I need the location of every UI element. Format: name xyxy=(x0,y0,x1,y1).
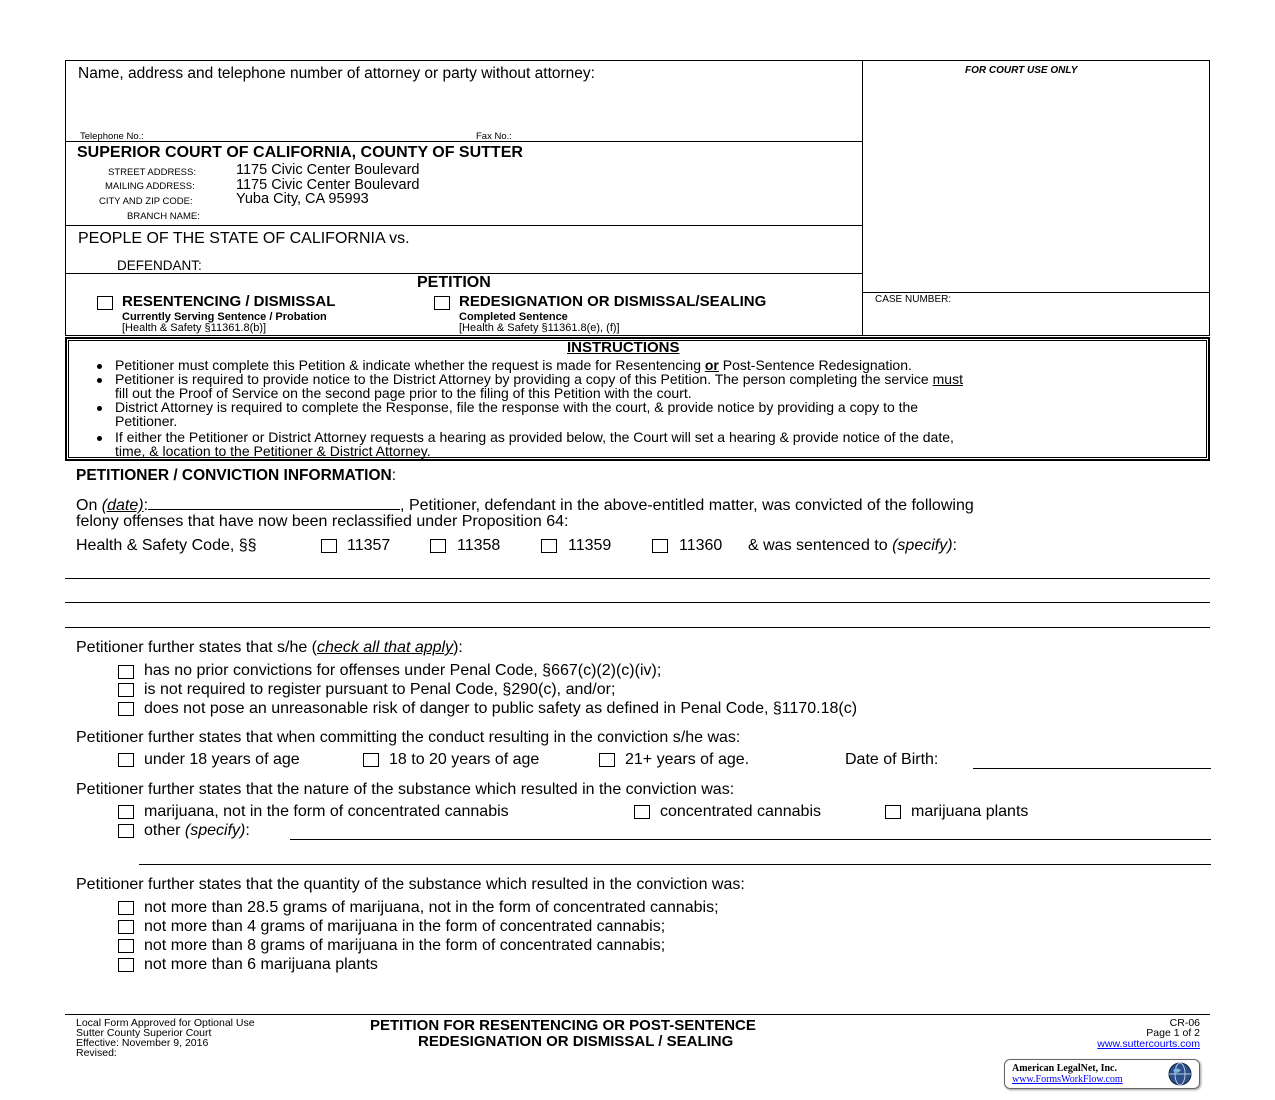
people-label: PEOPLE OF THE STATE OF CALIFORNIA vs. xyxy=(78,230,410,247)
footer-approved: Local Form Approved for Optional Use xyxy=(76,1017,255,1029)
instruction-4-line-1: If either the Petitioner or District Attorney requests a hearing as provided below, the Court will set a hearing & provide notice of the date, xyxy=(115,429,954,445)
petition-title: PETITION xyxy=(417,274,491,291)
under-18-checkbox[interactable] xyxy=(118,753,134,767)
code-11358-label: 11358 xyxy=(457,537,501,554)
court-name: SUPERIOR COURT OF CALIFORNIA, COUNTY OF SUTTER xyxy=(77,144,523,161)
footer-rule xyxy=(65,1014,1210,1015)
no-risk-checkbox[interactable] xyxy=(118,702,134,716)
resentencing-reference: [Health & Safety §11361.8(b)] xyxy=(122,322,267,334)
instructions-title: INSTRUCTIONS xyxy=(567,339,680,356)
code-11357-label: 11357 xyxy=(347,537,391,554)
vendor-name: American LegalNet, Inc. xyxy=(1012,1063,1117,1074)
instruction-3-line-1: District Attorney is required to complete the Response, file the response with the court, & provide notice by providing a copy to the xyxy=(115,399,919,415)
code-11360-checkbox[interactable] xyxy=(652,539,668,553)
no-prior-convictions-label: has no prior convictions for offenses under Penal Code, §667(c)(2)(c)(iv); xyxy=(144,662,662,679)
conviction-line-2: felony offenses that have now been reclassified under Proposition 64: xyxy=(76,513,569,530)
quantity-4g-label: not more than 4 grams of marijuana in the form of concentrated cannabis; xyxy=(144,918,666,935)
redesignation-reference: [Health & Safety §11361.8(e), (f)] xyxy=(459,322,620,334)
quantity-6-plants-label: not more than 6 marijuana plants xyxy=(144,956,378,973)
not-required-register-label: is not required to register pursuant to Penal Code, §290(c), and/or; xyxy=(144,681,616,698)
quantity-8g-checkbox[interactable] xyxy=(118,939,134,953)
bullet-icon xyxy=(97,406,102,411)
caption-rule xyxy=(65,141,862,142)
age-21-plus-checkbox[interactable] xyxy=(599,753,615,767)
form-number: CR-06 xyxy=(1169,1017,1200,1029)
marijuana-plants-label: marijuana plants xyxy=(911,803,1029,820)
instruction-1: Petitioner must complete this Petition & indicate whether the request is made for Resentencing or Post-Sentence Redesignation. xyxy=(115,357,912,373)
dob-field[interactable] xyxy=(973,768,1211,769)
redesignation-subtitle: Completed Sentence xyxy=(459,311,568,323)
attorney-label: Name, address and telephone number of attorney or party without attorney: xyxy=(78,65,595,82)
case-number-label: CASE NUMBER: xyxy=(875,294,952,305)
conviction-heading: PETITIONER / CONVICTION INFORMATION: xyxy=(76,467,397,484)
vendor-url[interactable]: www.FormsWorkFlow.com xyxy=(1012,1074,1123,1085)
marijuana-plants-checkbox[interactable] xyxy=(885,805,901,819)
globe-icon xyxy=(1168,1062,1192,1086)
code-11359-label: 11359 xyxy=(568,537,612,554)
street-label: STREET ADDRESS: xyxy=(108,167,196,178)
concentrated-cannabis-checkbox[interactable] xyxy=(634,805,650,819)
city-label: CITY AND ZIP CODE: xyxy=(99,196,193,207)
under-18-label: under 18 years of age xyxy=(144,751,300,768)
conviction-line-1: On (date): , Petitioner, defendant in the above-entitled matter, was convicted of the following xyxy=(76,497,974,514)
quantity-28g-label: not more than 28.5 grams of marijuana, not in the form of concentrated cannabis; xyxy=(144,899,719,916)
quantity-4g-checkbox[interactable] xyxy=(118,920,134,934)
caption-divider xyxy=(862,60,863,336)
quantity-intro: Petitioner further states that the quantity of the substance which resulted in the conviction was: xyxy=(76,876,745,893)
city-value: Yuba City, CA 95993 xyxy=(236,191,369,207)
hs-code-label: Health & Safety Code, §§ xyxy=(76,537,257,554)
mailing-label: MAILING ADDRESS: xyxy=(105,181,195,192)
resentencing-subtitle: Currently Serving Sentence / Probation xyxy=(122,311,327,323)
instruction-2-line-2: fill out the Proof of Service on the second page prior to the filing of this Petition with the court. xyxy=(115,385,692,401)
instruction-3-line-2: Petitioner. xyxy=(115,413,178,429)
telephone-label: Telephone No.: xyxy=(80,131,144,142)
conviction-date-field[interactable] xyxy=(148,496,400,510)
other-substance-label: other (specify): xyxy=(144,822,250,839)
further-states-intro: Petitioner further states that s/he (check all that apply): xyxy=(76,639,463,656)
not-required-register-checkbox[interactable] xyxy=(118,683,134,697)
defendant-label: DEFENDANT: xyxy=(117,258,202,273)
court-use-label: FOR COURT USE ONLY xyxy=(965,65,1078,76)
instruction-2-line-1: Petitioner is required to provide notice to the District Attorney by providing a copy of this Petition. The person completing the service must xyxy=(115,371,963,387)
age-21-plus-label: 21+ years of age. xyxy=(625,751,750,768)
footer-effective: Effective: November 9, 2016 xyxy=(76,1037,209,1049)
other-specify-line-2[interactable] xyxy=(139,864,1211,865)
no-risk-label: does not pose an unreasonable risk of danger to public safety as defined in Penal Code, §1170.18(c) xyxy=(144,700,858,717)
bullet-icon xyxy=(97,378,102,383)
age-intro: Petitioner further states that when committing the conduct resulting in the conviction s/he was: xyxy=(76,729,741,746)
mailing-value: 1175 Civic Center Boulevard xyxy=(236,177,420,193)
code-11359-checkbox[interactable] xyxy=(541,539,557,553)
sentence-line-3[interactable] xyxy=(65,627,1210,628)
quantity-6-plants-checkbox[interactable] xyxy=(118,958,134,972)
code-11360-label: 11360 xyxy=(679,537,723,554)
dob-label: Date of Birth: xyxy=(845,751,939,768)
marijuana-label: marijuana, not in the form of concentrated cannabis xyxy=(144,803,509,820)
court-website-link[interactable]: www.suttercourts.com xyxy=(1097,1038,1200,1050)
no-prior-convictions-checkbox[interactable] xyxy=(118,665,134,679)
resentencing-checkbox[interactable] xyxy=(97,296,113,310)
other-specify-field[interactable] xyxy=(290,839,1211,840)
bullet-icon xyxy=(97,436,102,441)
footer-court: Sutter County Superior Court xyxy=(76,1027,212,1039)
age-18-20-label: 18 to 20 years of age xyxy=(389,751,540,768)
quantity-28g-checkbox[interactable] xyxy=(118,901,134,915)
marijuana-checkbox[interactable] xyxy=(118,805,134,819)
code-11357-checkbox[interactable] xyxy=(321,539,337,553)
street-value: 1175 Civic Center Boulevard xyxy=(236,162,420,178)
footer-title-line-2: REDESIGNATION OR DISMISSAL / SEALING xyxy=(418,1033,734,1050)
bullet-icon xyxy=(97,364,102,369)
code-11358-checkbox[interactable] xyxy=(430,539,446,553)
footer-title-line-1: PETITION FOR RESENTENCING OR POST-SENTENCE xyxy=(370,1017,756,1034)
other-substance-checkbox[interactable] xyxy=(118,824,134,838)
sentenced-label: & was sentenced to (specify): xyxy=(748,537,957,554)
branch-label: BRANCH NAME: xyxy=(127,211,200,222)
substance-intro: Petitioner further states that the nature of the substance which resulted in the conviction was: xyxy=(76,781,735,798)
sentence-line-1[interactable] xyxy=(65,578,1210,579)
page-number: Page 1 of 2 xyxy=(1146,1027,1200,1039)
case-number-rule xyxy=(862,292,1210,293)
fax-label: Fax No.: xyxy=(476,131,512,142)
caption-rule xyxy=(65,225,862,226)
redesignation-checkbox[interactable] xyxy=(434,296,450,310)
quantity-8g-label: not more than 8 grams of marijuana in the form of concentrated cannabis; xyxy=(144,937,666,954)
concentrated-cannabis-label: concentrated cannabis xyxy=(660,803,821,820)
redesignation-title: REDESIGNATION OR DISMISSAL/SEALING xyxy=(459,293,767,310)
age-18-20-checkbox[interactable] xyxy=(363,753,379,767)
footer-revised: Revised: xyxy=(76,1047,117,1059)
instruction-4-line-2: time, & location to the Petitioner & District Attorney. xyxy=(115,443,431,459)
sentence-line-2[interactable] xyxy=(65,602,1210,603)
resentencing-title: RESENTENCING / DISMISSAL xyxy=(122,293,336,310)
